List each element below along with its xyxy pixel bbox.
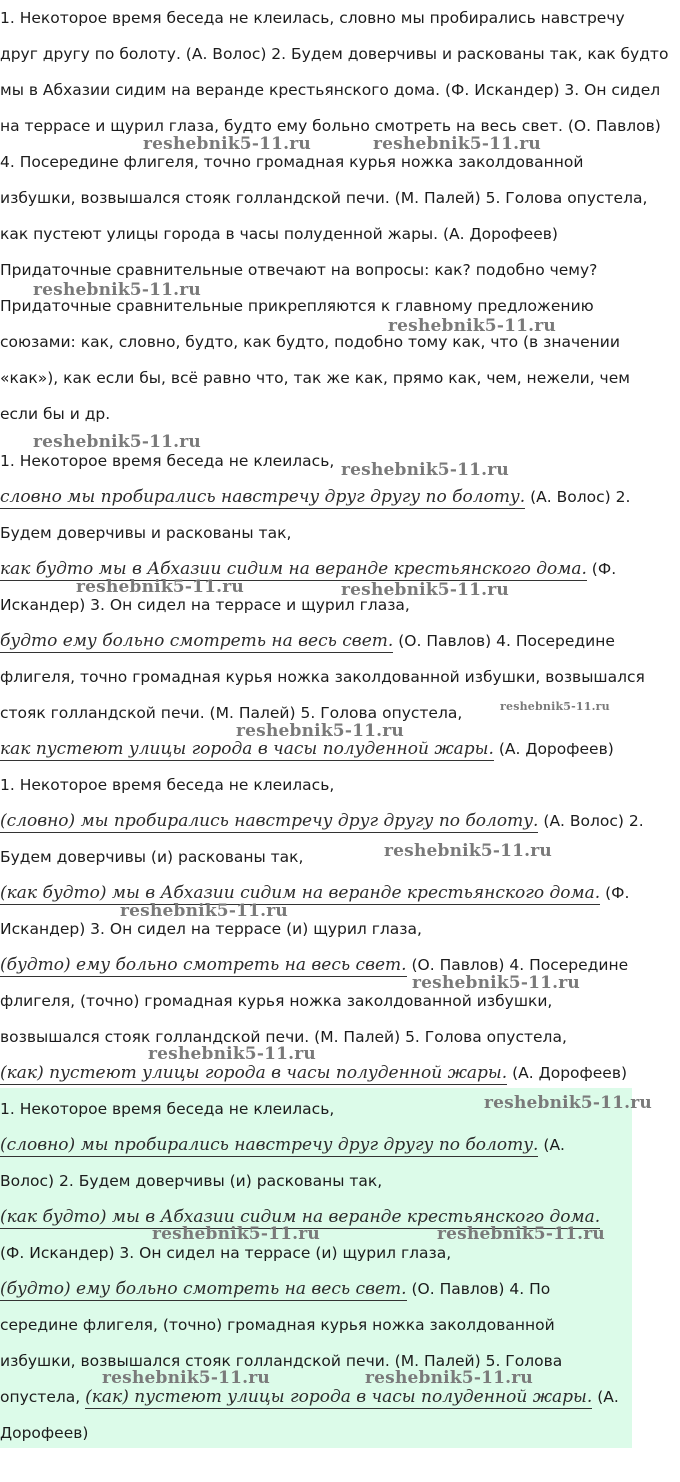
clause-line <box>0 738 614 760</box>
citation-text: (А. Волос) 2. <box>525 488 631 506</box>
subordinate-clause: (как) пустеют улицы города в часы полуденной жары. <box>85 1387 593 1407</box>
watermark: reshebnik5-11.ru <box>373 134 541 154</box>
watermark: reshebnik5-11.ru <box>143 134 311 154</box>
plain-text: 1. Некоторое время беседа не клеилась, <box>0 776 335 794</box>
plain-text: Будем доверчивы (и) раскованы так, <box>0 848 304 866</box>
subordinate-clause: (будто) ему больно смотреть на весь свет. <box>0 1279 407 1299</box>
text-line <box>0 774 334 796</box>
theory-line: Придаточные сравнительные отвечают на вопросы: как? подобно чему? <box>0 261 598 279</box>
subordinate-clause: (словно) мы пробирались навстречу друг другу по болоту. <box>0 1135 539 1155</box>
clause-line <box>0 882 629 904</box>
theory-line: если бы и др. <box>0 405 111 423</box>
text-line <box>0 666 645 688</box>
task-line: 4. Посередине флигеля, точно громадная курья ножка заколдованной <box>0 153 584 171</box>
task-line: друг другу по болоту. (А. Волос) 2. Будем доверчивы и раскованы так, как будто <box>0 45 669 63</box>
subordinate-clause: (будто) ему больно смотреть на весь свет. <box>0 955 407 975</box>
plain-text: избушки, возвышался стояк голландской печи. (М. Палей) 5. Голова <box>0 1352 563 1370</box>
plain-text: флигеля, (точно) громадная курья ножка заколдованной избушки, <box>0 992 553 1010</box>
subordinate-clause: как пустеют улицы города в часы полуденной жары. <box>0 739 494 759</box>
watermark: reshebnik5-11.ru <box>236 721 404 741</box>
text-line <box>0 1422 88 1444</box>
plain-text: 1. Некоторое время беседа не клеилась, <box>0 452 335 470</box>
plain-text: Волос) 2. Будем доверчивы (и) раскованы так, <box>0 1172 383 1190</box>
watermark: reshebnik5-11.ru <box>412 973 580 993</box>
subordinate-clause: (как будто) мы в Абхазии сидим на веранде крестьянского дома. <box>0 883 601 903</box>
text-line <box>0 1242 451 1264</box>
subordinate-clause: словно мы пробирались навстречу друг другу по болоту. <box>0 487 526 507</box>
task-line: как пустеют улицы города в часы полуденной жары. (А. Дорофеев) <box>0 225 558 243</box>
text-line <box>0 1314 555 1336</box>
plain-text: опустела, <box>0 1388 86 1406</box>
watermark: reshebnik5-11.ru <box>341 460 509 480</box>
plain-text: Будем доверчивы и раскованы так, <box>0 524 292 542</box>
watermark: reshebnik5-11.ru <box>365 1368 533 1388</box>
clause-line <box>0 810 644 832</box>
clause-line <box>0 630 615 652</box>
theory-line: Придаточные сравнительные прикрепляются к главному предложению <box>0 297 594 315</box>
subordinate-clause: (как) пустеют улицы города в часы полуденной жары. <box>0 1063 508 1083</box>
watermark: reshebnik5-11.ru <box>76 577 244 597</box>
text-line <box>0 522 291 544</box>
citation-text: (А. Дорофеев) <box>507 1064 628 1082</box>
watermark: reshebnik5-11.ru <box>33 432 201 452</box>
text-line <box>0 990 552 1012</box>
text-line <box>0 1170 382 1192</box>
task-line: 1. Некоторое время беседа не клеилась, словно мы пробирались навстречу <box>0 9 625 27</box>
plain-text: Дорофеев) <box>0 1424 89 1442</box>
text-line <box>0 846 303 868</box>
clause-line <box>0 1134 565 1156</box>
clause-line <box>0 1386 619 1408</box>
watermark: reshebnik5-11.ru <box>152 1224 320 1244</box>
theory-line: «как»), как если бы, всё равно что, так же как, прямо как, чем, нежели, чем <box>0 369 630 387</box>
subordinate-clause: как будто мы в Абхазии сидим на веранде крестьянского дома. <box>0 559 587 579</box>
watermark: reshebnik5-11.ru <box>102 1368 270 1388</box>
citation-text: (А. <box>538 1136 565 1154</box>
citation-text: (Ф. <box>586 560 617 578</box>
theory-line: союзами: как, словно, будто, как будто, подобно тому как, что (в значении <box>0 333 620 351</box>
subordinate-clause: (словно) мы пробирались навстречу друг другу по болоту. <box>0 811 539 831</box>
plain-text: стояк голландской печи. (М. Палей) 5. Голова опустела, <box>0 704 463 722</box>
task-line: мы в Абхазии сидим на веранде крестьянского дома. (Ф. Искандер) 3. Он сидел <box>0 81 661 99</box>
clause-line <box>0 1278 550 1300</box>
watermark: reshebnik5-11.ru <box>341 580 509 600</box>
citation-text: (Ф. <box>600 884 630 902</box>
plain-text: возвышался стояк голландской печи. (М. Палей) 5. Голова опустела, <box>0 1028 567 1046</box>
watermark: reshebnik5-11.ru <box>388 316 556 336</box>
citation-text: (О. Павлов) 4. Посередине <box>393 632 615 650</box>
plain-text: Искандер) 3. Он сидел на террасе и щурил глаза, <box>0 596 410 614</box>
citation-text: (А. Волос) 2. <box>538 812 644 830</box>
clause-line <box>0 1062 627 1084</box>
task-line: избушки, возвышался стояк голландской печи. (М. Палей) 5. Голова опустела, <box>0 189 648 207</box>
text-line <box>0 1098 334 1120</box>
text-line <box>0 450 334 472</box>
plain-text: (Ф. Искандер) 3. Он сидел на террасе (и) щурил глаза, <box>0 1244 452 1262</box>
task-line: на террасе и щурил глаза, будто ему больно смотреть на весь свет. (О. Павлов) <box>0 117 661 135</box>
watermark: reshebnik5-11.ru <box>484 1093 652 1113</box>
clause-line <box>0 486 630 508</box>
citation-text: (А. <box>592 1388 619 1406</box>
watermark: reshebnik5-11.ru <box>33 280 201 300</box>
watermark: reshebnik5-11.ru <box>148 1044 316 1064</box>
citation-text: (А. Дорофеев) <box>493 740 614 758</box>
watermark: reshebnik5-11.ru <box>384 841 552 861</box>
plain-text: середине флигеля, (точно) громадная курья ножка заколдованной <box>0 1316 555 1334</box>
subordinate-clause: (как будто) мы в Абхазии сидим на веранде крестьянского дома. <box>0 1207 601 1227</box>
subordinate-clause: будто ему больно смотреть на весь свет. <box>0 631 394 651</box>
citation-text: (О. Павлов) 4. По <box>406 1280 551 1298</box>
watermark: reshebnik5-11.ru <box>120 901 288 921</box>
plain-text: 1. Некоторое время беседа не клеилась, <box>0 1100 335 1118</box>
plain-text: Искандер) 3. Он сидел на террасе (и) щурил глаза, <box>0 920 422 938</box>
watermark: reshebnik5-11.ru <box>437 1224 605 1244</box>
watermark: reshebnik5-11.ru <box>500 700 610 713</box>
text-line <box>0 918 422 940</box>
plain-text: флигеля, точно громадная курья ножка заколдованной избушки, возвышался <box>0 668 645 686</box>
citation-text: (О. Павлов) 4. Посередине <box>406 956 629 974</box>
